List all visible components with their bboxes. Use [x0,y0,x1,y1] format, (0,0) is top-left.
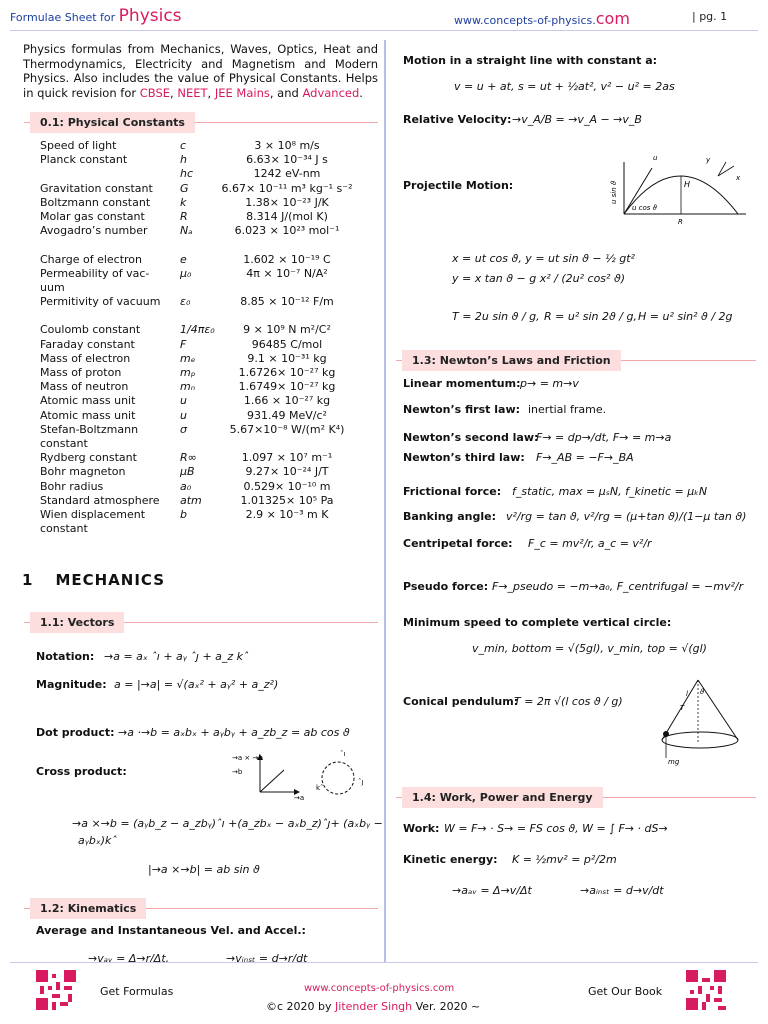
qr-code-formulas-icon[interactable] [36,970,76,1010]
constant-row [40,295,360,309]
newton-third-eq: F→_AB = −F→_BA [536,451,634,464]
constant-value: 8.85 × 10⁻¹² F/m [240,295,334,309]
centripetal-label: Centripetal force: [403,537,513,550]
relative-velocity-eq: →v_A/B = →v_A − →v_B [512,113,642,126]
constant-name: Speed of light [40,139,117,152]
constant-value: 931.49 MeV/c² [247,408,327,422]
header-title-physics: Physics [118,6,182,26]
intro-end: . [359,85,363,100]
footer-copy-post: Ver. 2020 ~ [412,1000,481,1013]
intro-sep: , [207,85,215,100]
newton-second-label: Newton’s second law: [403,431,539,444]
work-eq: W = F→ · S→ = FS cos ϑ, W = ∫ F→ · dS→ [444,822,668,835]
constant-row [40,423,360,437]
footer-author: Jitender Singh [335,1000,413,1013]
constant-name: uum [40,280,65,294]
constant-symbol: atm [180,493,202,507]
constant-symbol: 1/4πε₀ [180,323,215,337]
constant-symbol: b [180,507,187,521]
constant-name: Permeability of vac- [40,266,150,280]
constant-symbol: μB [180,465,195,479]
constant-symbol: F [180,337,187,351]
pseudo-force-eq: F→_pseudo = −m→a₀, F_centrifugal = −mv²/r [492,580,744,593]
cone-l: l [686,690,688,698]
avg-velocity-eq: →vₐᵥ = Δ→r/Δt, [88,952,170,965]
constant-value: 9 × 10⁹ N m²/C² [243,323,331,337]
section-work-power-energy: 1.4: Work, Power and Energy [402,787,603,808]
projectile-eq-1: x = ut cos ϑ, y = ut sin ϑ − ½ gt² [452,252,635,265]
constant-row [40,253,360,267]
diagram-j: ˆȷ [358,778,364,786]
constant-name: constant [40,436,88,450]
linear-momentum-eq: p→ = m→v [520,377,579,390]
intro-cbse: CBSE [139,85,171,100]
banking-angle-label: Banking angle: [403,510,497,523]
proj-diagram-y: y [706,156,711,164]
constant-row [40,480,360,494]
inst-velocity-eq: →vᵢₙₛₜ = d→r/dt [226,952,308,965]
dot-product-label: Dot product: [36,726,115,739]
projectile-range: R = u² sin 2ϑ / g, [544,310,637,323]
constant-value: 3 × 10⁸ m/s [254,139,320,152]
cross-product-label: Cross product: [36,765,127,778]
projectile-height: H = u² sin² ϑ / 2g [638,310,733,323]
constant-value: 1.38× 10⁻²³ J/K [245,195,329,209]
constant-symbol: u [180,394,187,408]
constant-name: Bohr radius [40,479,104,493]
constant-value: 1.01325× 10⁵ Pa [240,493,334,507]
frictional-force-label: Frictional force: [403,485,502,498]
constant-symbol: mₑ [180,351,196,365]
constant-row [40,238,360,252]
banking-angle-eq: v²/rg = tan ϑ, v²/rg = (μ+tan ϑ)/(1−μ tan ϑ) [506,510,747,523]
constant-row [40,167,360,181]
constant-name: constant [40,522,88,536]
constant-symbol: Nₐ [180,224,193,238]
constant-symbol: mₙ [180,380,196,394]
projectile-time: T = 2u sin ϑ / g, [452,310,540,323]
constant-value: 6.67× 10⁻¹¹ m³ kg⁻¹ s⁻² [221,181,353,195]
constant-name: Avogadro’s number [40,224,148,238]
inst-accel-eq: →aᵢₙₛₜ = d→v/dt [580,884,664,897]
constant-symbol: e [180,252,187,266]
cross-product-magnitude: |→a ×→b| = ab sin ϑ [148,863,260,876]
constant-row [40,281,360,295]
section-vectors: 1.1: Vectors [30,612,124,633]
mechanics-number: 1 [22,571,34,589]
constant-row [40,508,360,522]
footer-url[interactable]: www.concepts-of-physics.com [304,983,455,994]
constant-symbol: c [180,139,187,152]
proj-diagram-ucos: u cos ϑ [632,204,657,212]
constant-symbol: h [180,153,187,167]
intro-text: Physics formulas from Mechanics, Waves, Optics, Heat and Thermodynamics, Electricity and Magnetism and Modern Physics. Also includes the value of Physical Constants. Helps in quick revision for [23,42,378,100]
constant-value: 6.63× 10⁻³⁴ J s [246,153,328,167]
min-speed-eq: v_min, bottom = √(5gl), v_min, top = √(gl) [472,642,707,655]
constant-name: Rydberg constant [40,451,137,465]
header-url[interactable] [454,9,630,28]
notation-label: Notation: [36,650,95,663]
diagram-b: →b [232,768,243,776]
constant-symbol: G [180,181,189,195]
diagram-a: →a [294,794,305,802]
constant-row [40,210,360,224]
column-divider [384,40,386,962]
constant-symbol: σ [180,422,187,436]
proj-diagram-R: R [678,218,683,226]
intro-advanced: Advanced [302,85,360,100]
constant-row [40,394,360,408]
constant-symbol: μ₀ [180,266,192,280]
kinetic-energy-label: Kinetic energy: [403,853,498,866]
constant-name: Atomic mass unit [40,394,136,408]
diagram-axb: →a × →b [232,754,263,762]
constant-row [40,409,360,423]
constant-value: 0.529× 10⁻¹⁰ m [243,479,331,493]
constant-name: Mass of proton [40,366,122,379]
diagram-i: ˆı [340,750,346,758]
footer-get-book[interactable]: Get Our Book [588,985,663,998]
constant-row [40,437,360,451]
newton-third-label: Newton’s third law: [403,451,525,464]
constant-symbol: u [180,408,187,422]
header-url-small: www.concepts-of-physics. [454,14,596,27]
constant-name: Wien displacement [40,507,146,521]
constant-value: 2.9 × 10⁻³ m K [245,507,329,521]
dot-product-equation: →a ·→b = aₓbₓ + aᵧbᵧ + a_zb_z = ab cos ϑ [118,726,350,739]
conical-pendulum-eq: T = 2π √(l cos ϑ / g) [514,695,623,708]
header-divider [10,30,758,31]
constant-value: 9.27× 10⁻²⁴ J/T [245,465,329,479]
constant-symbol: R [180,209,188,223]
cross-product-equation-2: aᵧbₓ)kˆ [78,834,117,847]
motion-straight-eq: v = u + at, s = ut + ½at², v² − u² = 2as [454,80,675,93]
constant-value: 1.66 × 10⁻²⁷ kg [243,394,331,408]
magnitude-equation: a = |→a| = √(aₓ² + aᵧ² + a_z²) [114,678,279,691]
constant-name: Charge of electron [40,252,143,266]
constant-row [40,522,360,536]
constant-name: Mass of neutron [40,380,129,394]
motion-straight-label: Motion in a straight line with constant a: [403,54,658,67]
cross-product-diagram [228,748,378,804]
constant-row [40,451,360,465]
constant-row [40,366,360,380]
constant-value: 6.023 × 10²³ mol⁻¹ [234,224,340,238]
constant-value: 5.67×10⁻⁸ W/(m² K⁴) [229,422,345,436]
intro-jee: JEE Mains [214,85,270,100]
constant-row [40,338,360,352]
constant-row [40,309,360,323]
constant-row [40,465,360,479]
constant-symbol: a₀ [180,479,192,493]
constant-symbol: hc [180,167,194,181]
projectile-label: Projectile Motion: [403,179,514,192]
newton-first-label: Newton’s first law: [403,403,520,416]
magnitude-label: Magnitude: [36,678,107,691]
projectile-eq-2: y = x tan ϑ − g x² / (2u² cos² ϑ) [452,272,626,285]
constant-value: 1.097 × 10⁷ m⁻¹ [241,451,333,465]
constant-row [40,267,360,281]
constant-value: 1.6726× 10⁻²⁷ kg [238,366,336,379]
constant-value: 9.1 × 10⁻³¹ kg [247,351,327,365]
constant-name: Coulomb constant [40,323,141,337]
constant-name: Atomic mass unit [40,408,136,422]
constant-row [40,494,360,508]
notation-equation: →a = aₓ ˆı + aᵧ ˆȷ + a_z kˆ [104,650,249,663]
projectile-diagram [606,152,756,228]
cross-product-equation-1: →a ×→b = (aᵧb_z − a_zbᵧ)ˆı +(a_zbₓ − aₓb_z)ˆȷ+ (aₓbᵧ − [72,817,383,830]
intro-paragraph [23,42,378,100]
constant-value: 96485 C/mol [251,337,323,351]
constant-name: Boltzmann constant [40,195,151,209]
section-kinematics: 1.2: Kinematics [30,898,146,919]
header-title-small: Formulae Sheet for [10,11,119,24]
constant-name: Stefan-Boltzmann [40,422,139,436]
footer-copyright [266,1000,480,1013]
diagram-k: kˆ [316,784,324,792]
pseudo-force-label: Pseudo force: [403,580,489,593]
constant-row [40,323,360,337]
constant-value: 8.314 J/(mol K) [246,209,328,223]
relative-velocity-label: Relative Velocity: [403,113,512,126]
intro-neet: NEET [177,85,208,100]
constant-name: Bohr magneton [40,465,126,479]
linear-momentum-label: Linear momentum: [403,377,521,390]
kinetic-energy-eq: K = ½mv² = p²/2m [512,853,617,866]
constant-name: Standard atmosphere [40,493,160,507]
constant-row [40,153,360,167]
constant-value: 4π × 10⁻⁷ N/A² [246,266,328,280]
conical-pendulum-diagram [642,674,752,766]
section-newton-laws: 1.3: Newton’s Laws and Friction [402,350,621,371]
constant-value: 1.6749× 10⁻²⁷ kg [238,380,336,394]
proj-diagram-H: H [684,180,691,189]
constant-symbol: ε₀ [180,295,191,309]
conical-pendulum-label: Conical pendulum: [403,695,519,708]
footer-divider [10,962,758,963]
constant-name: Faraday constant [40,337,135,351]
centripetal-eq: F_c = mv²/r, a_c = v²/r [528,537,652,550]
qr-code-book-icon[interactable] [686,970,726,1010]
constant-name: Gravitation constant [40,181,153,195]
intro-sep: , [170,85,178,100]
constant-value: 1.602 × 10⁻¹⁹ C [243,252,331,266]
intro-sep: , and [269,85,303,100]
footer-get-formulas[interactable]: Get Formulas [100,985,174,998]
proj-diagram-usin: u sin ϑ [610,180,618,204]
constant-name: Planck constant [40,153,128,167]
work-label: Work: [403,822,440,835]
header-url-com: com [595,9,630,28]
newton-second-eq: F→ = dp→/dt, F→ = m→a [536,431,672,444]
constant-row [40,352,360,366]
constant-name: Permitivity of vacuum [40,295,161,309]
frictional-force-eq: f_static, max = μₛN, f_kinetic = μₖN [512,485,708,498]
cone-T: T [680,704,685,712]
min-speed-label: Minimum speed to complete vertical circle: [403,616,672,629]
mechanics-title: MECHANICS [55,571,166,589]
newton-first-eq: inertial frame. [528,403,607,416]
constant-row [40,380,360,394]
page-number: | pg. 1 [692,10,728,23]
constant-row [40,139,360,153]
proj-diagram-u: u [653,154,658,162]
constant-name: Mass of electron [40,351,131,365]
footer-copy-pre: ©c 2020 by [266,1000,336,1013]
mechanics-heading [22,571,165,589]
section-physical-constants: 0.1: Physical Constants [30,112,195,133]
cone-mg: mg [668,758,680,766]
cone-theta: ϑ [700,688,705,696]
constant-row [40,196,360,210]
constant-symbol: R∞ [180,451,197,465]
constant-symbol: k [180,195,187,209]
constant-name: Molar gas constant [40,209,145,223]
header-title [10,6,182,26]
avg-inst-label: Average and Instantaneous Vel. and Accel.: [36,924,306,937]
avg-accel-eq: →aₐᵥ = Δ→v/Δt [452,884,532,897]
constant-row [40,224,360,238]
constants-table [40,139,360,536]
constant-value: 1242 eV-nm [253,167,321,181]
proj-diagram-x: x [736,174,741,182]
constant-row [40,182,360,196]
constant-symbol: mₚ [180,366,196,379]
